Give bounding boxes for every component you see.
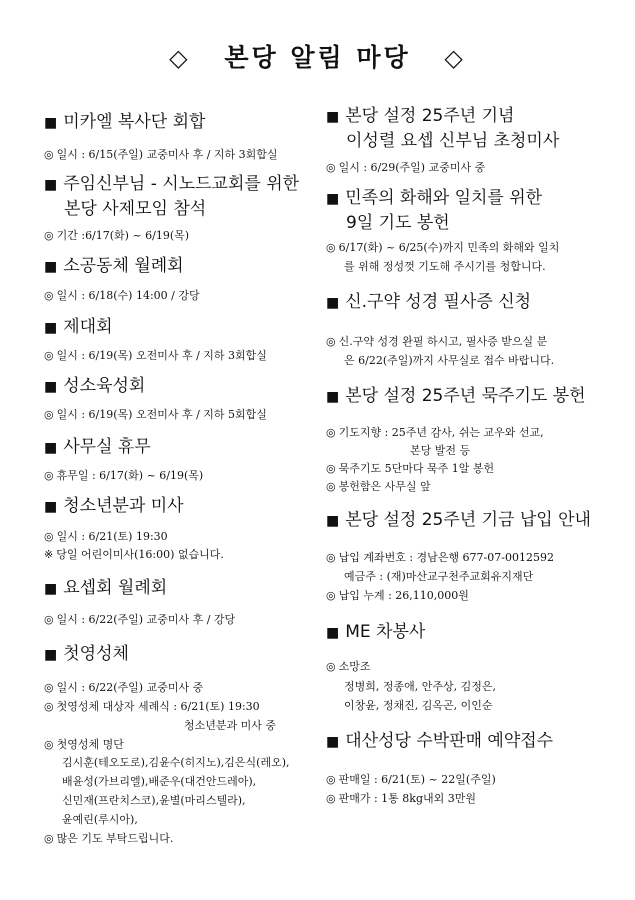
bullet-mark-icon: ◎ (326, 462, 336, 475)
notice-heading (326, 729, 553, 754)
notice-detail (44, 697, 260, 716)
bullet-square-icon: ■ (44, 259, 58, 275)
notice-text: 많은 기도 부탁드립니다. (56, 832, 174, 845)
notice-text: 묵주기도 5단마다 묵주 1알 봉헌 (338, 462, 495, 475)
notice-detail (344, 567, 533, 586)
notice-heading (44, 374, 145, 399)
notice-detail (62, 772, 256, 791)
bullet-square-icon: ■ (326, 389, 340, 405)
notice-detail (62, 753, 290, 772)
notice-detail (184, 716, 276, 735)
bullet-square-icon: ■ (326, 295, 340, 311)
bullet-square-icon: ■ (44, 581, 58, 597)
notice-text: 일시 : 6/22(주일) 교중미사 후 / 강당 (56, 613, 236, 626)
notice-text: 일시 : 6/19(목) 오전미사 후 / 지하 5회합실 (56, 408, 267, 421)
notice-detail (410, 441, 470, 460)
notice-text: 첫영성체 대상자 세례식 : 6/21(토) 19:30 (56, 700, 260, 713)
notice-detail (326, 789, 476, 808)
notice-text: 이창윤, 정채진, 김옥곤, 이인순 (344, 699, 493, 712)
notice-text: 본당 설정 25주년 기념 (345, 106, 515, 126)
bullet-square-icon: ■ (326, 513, 340, 529)
notice-heading (44, 576, 167, 601)
page-title-text: 본당 알림 마당 (224, 43, 411, 72)
notice-text: 사무실 휴무 (63, 437, 151, 457)
notice-detail (44, 829, 173, 848)
notice-text: 민족의 화해와 일치를 위한 (345, 188, 543, 208)
bullet-mark-icon: ◎ (326, 241, 336, 254)
notice-heading (44, 254, 184, 279)
notice-text: 소공동체 월례회 (63, 256, 184, 276)
notice-detail (344, 677, 496, 696)
notice-text: 본당 설정 25주년 기금 납입 안내 (345, 510, 591, 530)
bullet-mark-icon: ◎ (44, 613, 54, 626)
notice-text: 본당 사제모임 참석 (64, 199, 207, 219)
bullet-square-icon: ■ (44, 115, 58, 131)
notice-text: 신.구약 성경 완필 하시고, 필사증 받으실 분 (338, 335, 548, 348)
notice-detail (326, 586, 469, 605)
notice-detail (44, 610, 235, 629)
notice-text: 배윤성(가브리엘),배준우(대건안드레아), (62, 775, 257, 788)
bullet-square-icon: ■ (44, 320, 58, 336)
notice-text: 첫영성체 (63, 644, 129, 664)
page-title (0, 38, 635, 74)
notice-text: 를 위해 정성껏 기도해 주시기를 청합니다. (344, 260, 546, 273)
notice-heading (326, 104, 559, 153)
notice-detail (44, 226, 189, 245)
notice-text: 일시 : 6/22(주일) 교중미사 중 (56, 681, 204, 694)
notice-detail (44, 527, 168, 546)
notice-text: 주임신부님 - 시노드교회를 위한 (63, 174, 300, 194)
notice-text: 휴무일 : 6/17(화) ~ 6/19(목) (56, 469, 204, 482)
notice-detail (326, 459, 494, 478)
notice-text: 기도지향 : 25주년 감사, 쉬는 교우와 선교, (338, 426, 544, 439)
bullet-square-icon: ■ (326, 191, 340, 207)
notice-text: 일시 : 6/19(목) 오전미사 후 / 지하 3회합실 (56, 349, 267, 362)
notice-text: 일시 : 6/18(수) 14:00 / 강당 (56, 289, 200, 302)
bullet-square-icon: ■ (44, 499, 58, 515)
notice-text: 대산성당 수박판매 예약접수 (345, 731, 554, 751)
notice-text: 일시 : 6/15(주일) 교중미사 후 / 지하 3회합실 (56, 148, 278, 161)
bullet-square-icon: ■ (44, 647, 58, 663)
notice-detail (44, 466, 203, 485)
notice-text: ME 차봉사 (345, 622, 426, 642)
diamond-left-icon: ◇ (169, 44, 191, 72)
notice-detail (44, 735, 124, 754)
bullet-mark-icon: ◎ (326, 426, 336, 439)
notice-text: 소망조 (338, 660, 371, 673)
notice-text: 요셉회 월례회 (63, 578, 168, 598)
notice-detail (344, 696, 493, 715)
notice-text: 9일 기도 봉헌 (346, 213, 450, 233)
bullet-square-icon: ■ (44, 440, 58, 456)
notice-text: 6/17(화) ~ 6/25(수)까지 민족의 화해와 일치 (338, 241, 560, 254)
bullet-mark-icon: ◎ (44, 408, 54, 421)
notice-heading (44, 172, 299, 221)
notice-text: 본당 설정 25주년 묵주기도 봉헌 (345, 386, 586, 406)
notice-heading (326, 384, 586, 409)
bullet-mark-icon: ◎ (44, 681, 54, 694)
notice-detail (44, 286, 200, 305)
notice-heading (326, 186, 542, 235)
notice-detail (326, 657, 371, 676)
notice-text: 첫영성체 명단 (56, 738, 124, 751)
bullet-square-icon: ■ (326, 109, 340, 125)
notice-detail (44, 405, 267, 424)
bullet-mark-icon: ◎ (326, 773, 336, 786)
notice-text: 신민재(프란치스코),윤별(마리스텔라), (62, 794, 246, 807)
notice-heading (44, 110, 205, 135)
bullet-mark-icon: ◎ (44, 349, 54, 362)
notice-detail (62, 791, 246, 810)
notice-heading (44, 315, 113, 340)
bullet-mark-icon: ◎ (44, 738, 54, 751)
notice-heading (326, 290, 531, 315)
notice-heading (326, 620, 425, 645)
bullet-mark-icon: ◎ (326, 660, 336, 673)
bullet-mark-icon: ◎ (44, 148, 54, 161)
bullet-mark-icon: ◎ (326, 792, 336, 805)
bullet-square-icon: ■ (326, 625, 340, 641)
bullet-square-icon: ■ (44, 379, 58, 395)
notice-heading (44, 642, 129, 667)
bullet-mark-icon: ◎ (326, 335, 336, 348)
notice-text: 기간 :6/17(화) ~ 6/19(목) (56, 229, 190, 242)
bullet-mark-icon: ※ (44, 548, 54, 561)
notice-detail (344, 257, 546, 276)
bullet-square-icon: ■ (44, 177, 58, 193)
notice-text: 윤예린(루시아), (62, 813, 138, 826)
notice-text: 제대회 (63, 317, 113, 337)
notice-detail (44, 545, 224, 564)
notice-text: 청소년분과 미사 중 (184, 719, 277, 732)
bullet-mark-icon: ◎ (326, 589, 336, 602)
notice-detail (326, 158, 485, 177)
notice-text: 일시 : 6/21(토) 19:30 (56, 530, 168, 543)
notice-detail (326, 770, 496, 789)
notice-detail (44, 346, 267, 365)
notice-detail (44, 145, 278, 164)
diamond-right-icon: ◇ (444, 44, 466, 72)
notice-text: 미카엘 복사단 회합 (63, 112, 206, 132)
bullet-mark-icon: ◎ (44, 700, 54, 713)
notice-text: 봉헌함은 사무실 앞 (338, 480, 431, 493)
notice-detail (326, 332, 547, 351)
notice-text: 김시훈(테오도로),김윤수(히지노),김은식(레오), (62, 756, 290, 769)
bullet-square-icon: ■ (326, 734, 340, 750)
notice-text: 성소육성회 (63, 376, 146, 396)
bullet-mark-icon: ◎ (44, 469, 54, 482)
notice-heading (44, 494, 184, 519)
notice-detail (326, 477, 431, 496)
notice-heading (44, 435, 151, 460)
notice-text: 은 6/22(주일)까지 사무실로 접수 바랍니다. (344, 354, 555, 367)
notice-text: 납입 누계 : 26,110,000원 (338, 589, 469, 602)
notice-text: 일시 : 6/29(주일) 교중미사 중 (338, 161, 486, 174)
bullet-mark-icon: ◎ (44, 229, 54, 242)
notice-text: 본당 발전 등 (410, 444, 471, 457)
bullet-mark-icon: ◎ (326, 161, 336, 174)
notice-text: 신.구약 성경 필사증 신청 (345, 292, 532, 312)
notice-text: 판매가 : 1통 8kg내외 3만원 (338, 792, 477, 805)
notice-detail (44, 678, 203, 697)
bullet-mark-icon: ◎ (326, 480, 336, 493)
notice-detail (62, 810, 138, 829)
notice-detail (326, 548, 554, 567)
notice-text: 정병희, 정종애, 안주상, 김정은, (344, 680, 496, 693)
notice-text: 판매일 : 6/21(토) ~ 22일(주일) (338, 773, 496, 786)
bullet-mark-icon: ◎ (44, 530, 54, 543)
notice-text: 예금주 : (재)마산교구천주교회유지재단 (344, 570, 534, 583)
notice-heading (326, 508, 591, 533)
notice-text: 청소년분과 미사 (63, 496, 184, 516)
notice-detail (326, 423, 544, 442)
notice-text: 당일 어린이미사(16:00) 없습니다. (56, 548, 224, 561)
bullet-mark-icon: ◎ (44, 832, 54, 845)
notice-text: 납입 계좌번호 : 경남은행 677-07-0012592 (338, 551, 554, 564)
notice-text: 이성렬 요셉 신부님 초청미사 (346, 131, 560, 151)
notice-detail (344, 351, 554, 370)
bullet-mark-icon: ◎ (44, 289, 54, 302)
notice-detail (326, 238, 559, 257)
bullet-mark-icon: ◎ (326, 551, 336, 564)
